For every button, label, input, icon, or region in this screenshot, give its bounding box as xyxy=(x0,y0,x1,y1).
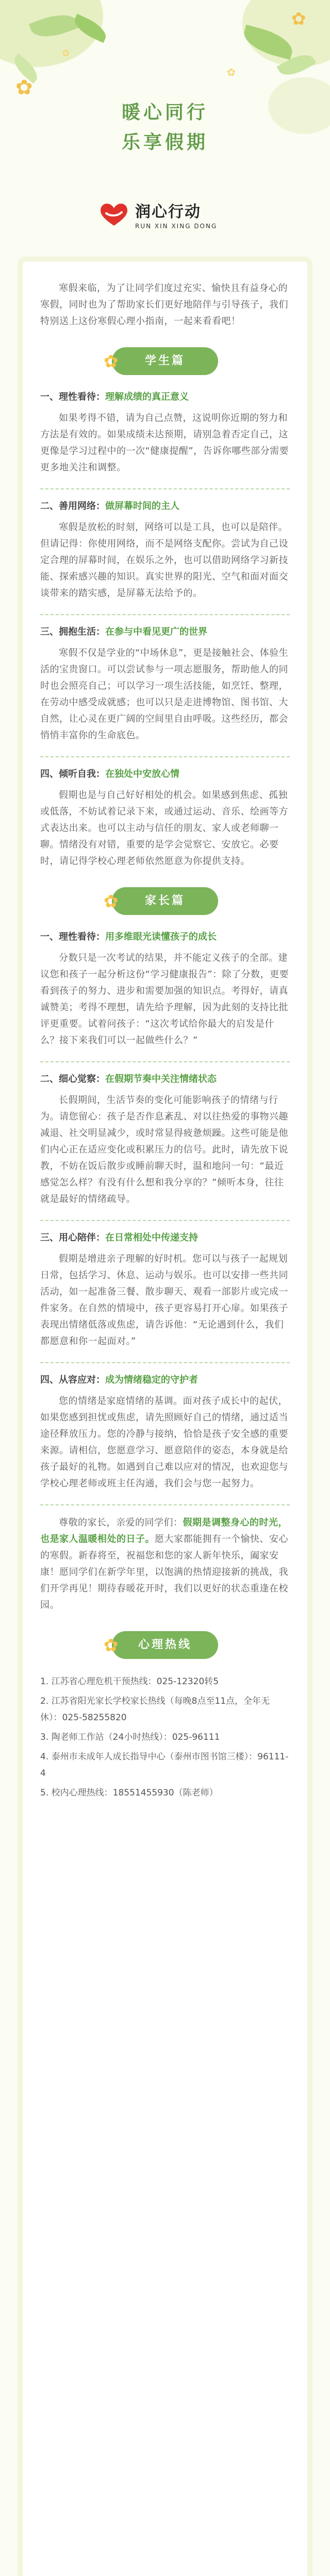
section-tag-parents xyxy=(104,887,218,915)
logo-mark-icon xyxy=(98,201,130,228)
logo xyxy=(98,199,217,230)
item-subtitle: 成为情绪稳定的守护者 xyxy=(105,1375,198,1385)
intro-paragraph: 寒假来临，为了让同学们度过充实、愉快且有益身心的寒假，同时也为了帮助家长们更好地陪伴与引导孩子，我们特别送上这份寒假心理小指南，一起来看看吧！ xyxy=(40,283,288,327)
header xyxy=(0,0,330,232)
item-text: 寒假不仅是学业的“中场休息”，更是接触社会、体验生活的宝贵窗口。可以尝试参与一项志愿服务，帮助他人的同时也会照亮自己；可以学习一项生活技能，如烹饪、整理，在劳动中感受成就感；也可以只是走进博物馆、图书馆、大自然，让心灵在更广阔的空间里自由呼吸。这些经历，都会悄悄丰富你的生命底色。 xyxy=(40,648,289,741)
dashed-divider xyxy=(40,1061,290,1062)
dashed-divider xyxy=(40,756,290,757)
flower-icon: ✿ xyxy=(291,9,306,29)
item-text: 如果考得不错，请为自己点赞，这说明你近期的努力和方法是有效的。如果成绩未达预期，请别急着否定自己，这更像是学习过程中的一次“健康提醒”，告诉你哪些部分需要更多地关注和调整。 xyxy=(40,413,289,473)
hotline-item: 5. 校内心理热线：18551455930（陈老师） xyxy=(40,1788,218,1798)
parent-item xyxy=(40,929,290,1049)
content-card xyxy=(23,262,307,2576)
item-text: 假期也是与自己好好相处的机会。如果感到焦虑、孤独或低落，不妨试着记录下来，或通过运动、音乐、绘画等方式表达出来。也可以主动与信任的朋友、家人或老师聊一聊。情绪没有对错，重要的是学会觉察它、安放它。必要时，请记得学校心理老师依然愿意为你提供支持。 xyxy=(40,790,288,867)
item-lead: 善用网络： xyxy=(59,501,105,512)
item-subtitle: 做屏幕时间的主人 xyxy=(105,501,179,512)
dashed-divider xyxy=(40,1220,290,1221)
item-number: 三、 xyxy=(40,1232,59,1243)
item-subtitle: 理解成绩的真正意义 xyxy=(105,392,189,402)
item-subtitle: 在日常相处中传递支持 xyxy=(105,1232,198,1243)
section-tag-students xyxy=(104,347,218,375)
closing-post: 愿大家都能拥有一个愉快、安心的寒假。新春将至，祝福您和您的家人新年快乐，阖家安康！愿同学们在新学年里，以饱满的热情迎接新的挑战，我们开学再见！期待春暖花开时，我们以更好的状态重逢在校园。 xyxy=(40,1534,288,1611)
hotline-item: 4. 泰州市未成年人成长指导中心（泰州市图书馆三楼）：96111-4 xyxy=(40,1752,289,1778)
flower-icon: ✿ xyxy=(104,891,119,912)
item-title xyxy=(40,1230,290,1246)
hotline-item: 3. 陶老师工作站（24小时热线）：025-96111 xyxy=(40,1732,220,1742)
item-number: 二、 xyxy=(40,1074,59,1084)
closing-highlight: 假期是调整身心的时光，也是家人温暖相处的日子。 xyxy=(40,1517,288,1545)
item-text: 假期是增进亲子理解的好时机。您可以与孩子一起规划日常，包括学习、休息、运动与娱乐。也可以安排一些共同活动，如一起准备三餐、散步聊天、观看一部影片或完成一件家务。在自然的情境中，孩子更容易打开心扉。如果孩子表现出情绪低落或焦虑，请告诉他：“无论遇到什么，我们都愿意和你一起面对。” xyxy=(40,1253,288,1347)
hotline-item: 2. 江苏省阳光家长学校家长热线（每晚8点至11点，全年无休）：025-58255820 xyxy=(40,1696,270,1723)
item-lead: 理性看待： xyxy=(59,931,105,942)
page-title-line2: 乐享假期 xyxy=(121,132,208,153)
item-title xyxy=(40,1072,290,1087)
item-lead: 拥抱生活： xyxy=(59,626,105,637)
logo-text xyxy=(135,199,217,230)
section-tag-label: 学生篇 xyxy=(144,354,185,367)
item-text: 您的情绪是家庭情绪的基调。面对孩子成长中的起伏，如果您感到担忧或焦虑，请先照顾好自己的情绪，通过适当途径释放压力。您的冷静与接纳，恰恰是孩子安全感的重要来源。请相信，您愿意学习、愿意陪伴的姿态，本身就是给孩子最好的礼物。如遇到自己难以应对的情况，也欢迎您与学校心理老师或班主任沟通，我们会与您一起努力。 xyxy=(40,1396,288,1489)
item-subtitle: 用多维眼光读懂孩子的成长 xyxy=(105,931,217,942)
item-title xyxy=(40,499,290,514)
item-lead: 细心觉察： xyxy=(59,1074,105,1084)
section-tag-hotlines xyxy=(104,1631,218,1659)
dashed-divider xyxy=(40,1504,290,1505)
item-text: 长假期间，生活节奏的变化可能影响孩子的情绪与行为。请您留心：孩子是否作息紊乱、对以往热爱的事物兴趣减退、社交明显减少，或时常显得疲惫烦躁。这些可能是他们内心正在适应变化或积累压力的信号。此时，请先放下说教，不妨在饭后散步或睡前聊天时，温和地问一句：“最近感觉怎么样？有没有什么想和我分享的？”倾听本身，往往就是最好的情绪疏导。 xyxy=(40,1095,288,1205)
item-number: 四、 xyxy=(40,1375,59,1385)
flower-icon: ✿ xyxy=(104,1635,119,1656)
parent-item xyxy=(40,1372,290,1492)
flower-icon: ✿ xyxy=(15,76,33,99)
item-number: 二、 xyxy=(40,501,59,512)
student-item xyxy=(40,499,290,602)
item-text: 分数只是一次考试的结果，并不能定义孩子的全部。建议您和孩子一起分析这份“学习健康报告”：除了分数，更要看到孩子的努力、进步和需要加强的知识点。考得好，请真诚赞美；考得不理想，请先给予理解，因为此刻的支持比批评更重要。试着问孩子：“这次考试给你最大的启发是什么？接下来我们可以一起做些什么？” xyxy=(40,953,289,1046)
item-lead: 用心陪伴： xyxy=(59,1232,105,1243)
logo-en: RUN XIN XING DONG xyxy=(135,223,218,230)
hotline-list xyxy=(40,1673,290,1801)
item-number: 一、 xyxy=(40,392,59,402)
item-title xyxy=(40,624,290,640)
page-title-line1: 暖心同行 xyxy=(121,102,208,123)
flower-icon: ✿ xyxy=(227,66,236,78)
dashed-divider xyxy=(40,614,290,615)
item-lead: 理性看待： xyxy=(59,392,105,402)
section-tag-label: 家长篇 xyxy=(144,894,185,907)
student-item xyxy=(40,389,290,476)
content xyxy=(23,262,307,1801)
item-lead: 从容应对： xyxy=(59,1375,105,1385)
section-tag-label: 心理热线 xyxy=(138,1638,192,1651)
item-title xyxy=(40,767,290,782)
flower-icon: ✿ xyxy=(62,48,70,59)
student-item xyxy=(40,624,290,744)
item-number: 三、 xyxy=(40,626,59,637)
parent-item xyxy=(40,1230,290,1350)
dashed-divider xyxy=(40,1362,290,1363)
item-text: 寒假是放松的时刻，网络可以是工具，也可以是陪伴。但请记得：你使用网络，而不是网络支配你。尝试为自己设定合理的屏幕时间，在娱乐之外，也可以借助网络学习新技能、探索感兴趣的知识。真实世界的阳光、空气和面对面交谈带来的踏实感，是屏幕无法给予的。 xyxy=(40,522,288,599)
flower-icon: ✿ xyxy=(104,351,119,372)
item-number: 一、 xyxy=(40,931,59,942)
item-title xyxy=(40,389,290,405)
item-lead: 倾听自我： xyxy=(59,769,105,779)
student-item xyxy=(40,767,290,870)
closing-paragraph xyxy=(40,1515,290,1614)
item-title xyxy=(40,929,290,945)
item-subtitle: 在独处中安放心情 xyxy=(105,769,179,779)
item-title xyxy=(40,1372,290,1388)
item-subtitle: 在假期节奏中关注情绪状态 xyxy=(105,1074,217,1084)
item-subtitle: 在参与中看见更广的世界 xyxy=(105,626,207,637)
closing-pre: 尊敬的家长，亲爱的同学们： xyxy=(59,1517,183,1528)
hotline-item: 1. 江苏省心理危机干预热线：025-12320转5 xyxy=(40,1676,219,1687)
item-number: 四、 xyxy=(40,769,59,779)
parent-item xyxy=(40,1072,290,1208)
dashed-divider xyxy=(40,488,290,489)
logo-cn: 润心行动 xyxy=(135,203,201,221)
